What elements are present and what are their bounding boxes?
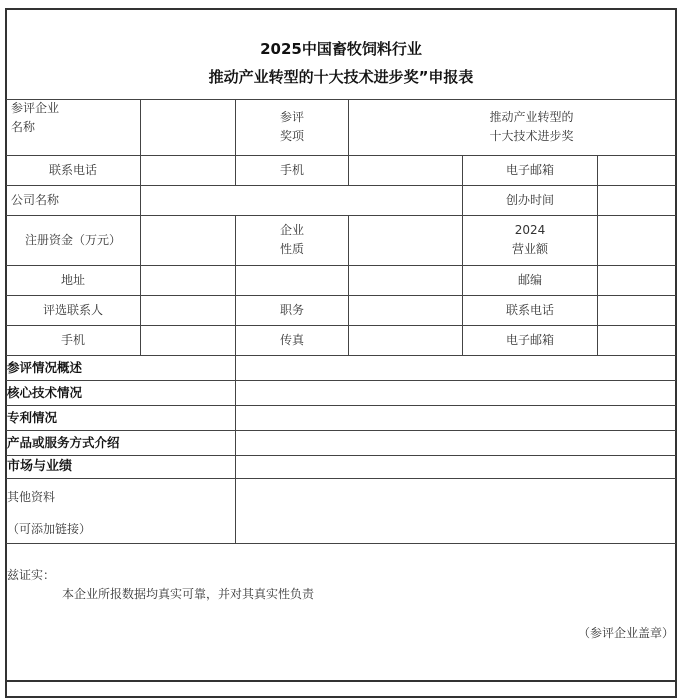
overview-label: 参评情况概述 xyxy=(7,360,83,375)
contact-phone-2-label: 联系电话 xyxy=(505,302,554,317)
bottom-border xyxy=(6,680,676,682)
company-name-field[interactable] xyxy=(141,185,462,215)
enterprise-nature-label xyxy=(236,215,348,265)
form-title-line1: 2025中国畜牧饲料行业 xyxy=(260,40,422,58)
email-field[interactable] xyxy=(598,155,676,185)
enterprise-nature-label-line2: 性质 xyxy=(279,242,304,256)
selection-contact-label: 评选联系人 xyxy=(42,302,103,317)
award-label xyxy=(236,99,348,155)
other-note: （可添加链接） xyxy=(7,522,92,536)
postcode-field[interactable] xyxy=(598,265,676,295)
declaration-heading: 兹证实： xyxy=(7,568,56,582)
products-label: 产品或服务方式介绍 xyxy=(7,435,120,450)
enterprise-name-label-line1: 参评企业 xyxy=(11,101,60,115)
founded-field[interactable] xyxy=(598,185,676,215)
award-value-line2: 十大技术进步奖 xyxy=(489,129,574,143)
enterprise-nature-field[interactable] xyxy=(349,215,462,265)
postcode-label: 邮编 xyxy=(517,272,542,287)
form-title-line2: 推动产业转型的十大技术进步奖”申报表 xyxy=(208,68,474,86)
enterprise-name-label-line2: 名称 xyxy=(11,120,36,134)
mobile-label: 手机 xyxy=(279,162,304,177)
contact-phone-label: 联系电话 xyxy=(48,162,97,177)
mobile-2-field[interactable] xyxy=(141,325,235,355)
overview-field[interactable] xyxy=(236,355,676,380)
enterprise-name-field[interactable] xyxy=(141,99,235,155)
award-value-line1: 推动产业转型的 xyxy=(489,110,574,124)
seal-note: （参评企业盖章） xyxy=(578,626,675,640)
revenue-label xyxy=(463,215,597,265)
position-field[interactable] xyxy=(349,295,462,325)
founded-label: 创办时间 xyxy=(505,192,554,207)
position-label: 职务 xyxy=(279,302,304,317)
market-field[interactable] xyxy=(236,455,676,478)
award-label-line2: 奖项 xyxy=(279,129,304,143)
products-field[interactable] xyxy=(236,430,676,455)
revenue-label-line1: 2024 xyxy=(514,223,546,237)
revenue-label-line2: 营业额 xyxy=(511,242,548,256)
other-field[interactable] xyxy=(236,478,676,543)
enterprise-name-label xyxy=(6,99,140,155)
email-label: 电子邮箱 xyxy=(505,162,554,177)
patents-field[interactable] xyxy=(236,405,676,430)
enterprise-nature-label-line1: 企业 xyxy=(279,223,304,237)
fax-field[interactable] xyxy=(349,325,462,355)
award-value xyxy=(349,99,676,155)
fax-label: 传真 xyxy=(279,332,304,347)
revenue-field[interactable] xyxy=(598,215,676,265)
contact-phone-2-field[interactable] xyxy=(598,295,676,325)
mobile-2-label: 手机 xyxy=(60,332,85,347)
declaration-statement: 本企业所报数据均真实可靠，并对其真实性负责 xyxy=(62,587,315,601)
address-label: 地址 xyxy=(60,272,85,287)
core-tech-field[interactable] xyxy=(236,380,676,405)
registered-capital-field[interactable] xyxy=(141,215,235,265)
registered-capital-label: 注册资金（万元） xyxy=(24,232,121,247)
patents-label: 专利情况 xyxy=(7,410,58,425)
company-name-label: 公司名称 xyxy=(11,192,60,207)
email-2-label: 电子邮箱 xyxy=(505,332,554,347)
core-tech-label: 核心技术情况 xyxy=(7,385,83,400)
award-label-line1: 参评 xyxy=(279,110,304,124)
selection-contact-field[interactable] xyxy=(141,295,235,325)
address-field[interactable] xyxy=(141,265,462,295)
market-label: 市场与业绩 xyxy=(7,459,73,474)
contact-phone-field[interactable] xyxy=(141,155,235,185)
mobile-field[interactable] xyxy=(349,155,462,185)
grid-line xyxy=(6,543,676,544)
email-2-field[interactable] xyxy=(598,325,676,355)
other-label: 其他资料 xyxy=(7,490,56,504)
